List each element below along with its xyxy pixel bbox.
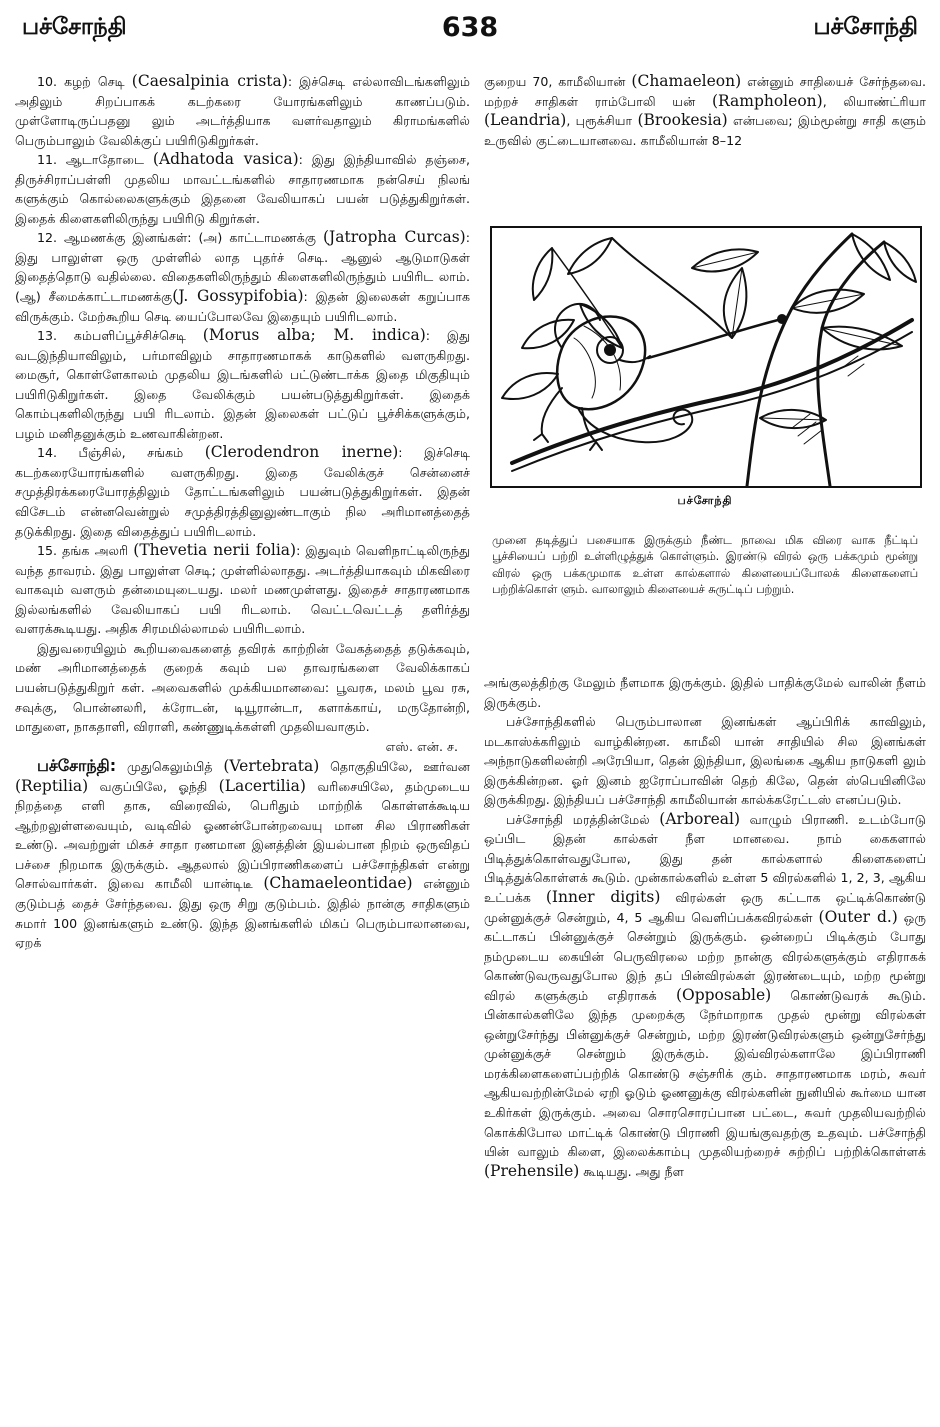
chameleon-drawing: [492, 228, 920, 486]
scientific-name: (Caesalpinia crista): [131, 72, 288, 90]
scientific-name: (Prehensile): [484, 1161, 580, 1180]
scientific-name: (Adhatoda vasica): [152, 150, 299, 169]
scientific-name: (Jatropha Curcas): [322, 228, 466, 247]
paragraph-text: 11. ஆடாதோடை: [37, 152, 153, 168]
paragraph: [15, 541, 470, 639]
scientific-name: (J. Gossypifobia): [172, 287, 304, 306]
paragraph: [484, 72, 926, 150]
scientific-name: (Inner digits): [545, 888, 661, 907]
page-header: [22, 14, 918, 54]
scientific-name: (Opposable): [675, 985, 772, 1004]
paragraph-text: கொண்டுவரக் கூடும். பின்கால்களிலே இந்த முறைக்கு நேர்மாறாக முதல் மூன்று விரல்கள் ஒன்றுசேர்ந்து பின்னுக்குச் சென்றும், மற்ற இரண்டுவிரல்களும் ஒன்றுசேர்ந்து முன்னுக்குச் சென்றும் இருக்கும். இவ்விரல்களாலே இப்பிராணி மரக்கிளைகளைப்பற்றிக் கொண்டு சஞ்சரிக் கும். சாதாரணமாக மரம், சுவர் ஆகியவற்றின்மேல் ஏறி ஓடும் ஓணனுக்கு விரல்களின் நுனியில் கூர்மை யான உகிர்கள் இருக்கும். அவை சொரசொரப்பான பட்டை, சுவர் முதலியவற்றில் கொக்கிபோல மாட்டிக் கொண்டு பிராணி இயங்குவதற்கு உதவும். பச்சோந்தி யின் வாலும் கிளை, இலைக்காம்பு முதலியற்றைச் சுற்றிப் பற்றிக்கொள்ளக்: [484, 987, 926, 1160]
paragraph: [15, 326, 470, 443]
paragraph-text: : இச்செடி எல்லாவிடங்களிலும் அதிலும் சிறப்பாகக் கடற்கரை யோரங்களிலும் காணப்படும். முள்ளோடிருப்பதனு லும் அடர்த்தியாக வளர்வதாலும் கிராமங்களில் பெரும்பாலும் வேலிக்குப் பயிரிடுகிறுர்கள்.: [15, 74, 470, 148]
figure-title: பச்சோந்தி: [677, 494, 733, 507]
paragraph: [15, 639, 470, 737]
paragraph-text: முதுகெலும்பித்: [116, 759, 224, 775]
scientific-name: (Morus alba; M. indica): [202, 326, 426, 345]
left-column: [15, 72, 470, 953]
paragraph-text: 10. கழற் செடி: [37, 74, 132, 89]
paragraph: [484, 712, 926, 810]
paragraph-text: என்னும் குடும்பத் தைச் சேர்ந்தவை. இது ஒரு சிறு குடும்பம். இதில் நான்கு சாதிகளும் சுமார் 100 இனங்களும் உண்டு. இந்த இனங்களில் மிகப் பெரும்பாலானவை, ஏறக்: [15, 876, 470, 951]
paragraph-text: : இச்செடி கடற்கரையோரங்களில் வளருகிறது. இதை வேலிக்குச் சென்னைச் சமுத்திரக்கரையோரத்திலும் தோட்டங்களிலும் பயன்படுத்துகிறுர்கள். இதன் விசேடம் என்னவென்றுல் சமுத்திரத்தினுலுண்டாகும் நில அரிமானத்தைத் தடுக்கிறது. இதை விதைத்துப் பயிரிடலாம்.: [15, 445, 470, 539]
scientific-name: (Reptilia): [15, 776, 89, 795]
scientific-name: (Chamaeleon): [631, 72, 742, 90]
paragraph-text: அங்குலத்திற்கு மேலும் நீளமாக இருக்கும். இதில் பாதிக்குமேல் வாலின் நீளம் இருக்கும்.: [484, 675, 926, 710]
paragraph-text: 12. ஆமணக்கு இனங்கள்: (அ) காட்டாமணக்கு: [37, 230, 323, 246]
paragraph-text: , புரூக்சியா: [566, 113, 638, 129]
running-head-left: பச்சோந்தி: [22, 14, 127, 40]
scientific-name: (Rampholeon): [711, 91, 823, 110]
paragraph-text: குறைய 70, காமீலியான்: [484, 74, 632, 89]
chameleon-illustration: [490, 226, 922, 488]
figure-caption: [492, 533, 918, 598]
scientific-name: (Arboreal): [659, 809, 741, 828]
figure-caption-text: முனை தடித்துப் பசையாக இருக்கும் நீண்ட நாவை மிக விரை வாக நீட்டிப் பூச்சியைப் பற்றி உள்ளிழுத்துக் கொள்ளும். இரண்டு விரல் ஒரு பக்கமும் மூன்று விரல் ஒரு பக்கமுமாக உள்ள கால்களால் கிளையைப்போலக் கிளைகளைப் பற்றிக்கொள் ளும். வாலாலும் கிளையைச் சுருட்டிப் பற்றும்.: [492, 534, 918, 596]
entry-headword: பச்சோந்தி:: [37, 756, 117, 776]
paragraph-text: என்பவை; இம்மூன்று சாதி களும் உருவில் குட்டையானவை. காமீலியான் 8–12: [484, 113, 926, 148]
paragraph-text: வாழும் பிராணி. உடம்போடு ஒப்பிட இதன் கால்கள் நீள மானவை. நாம் கைகளால் பிடித்துக்கொள்வதுபோல, இது தன் கால்களால் கிளைகளைப் பிடித்துக்கொள்ளக் கூடும். முன்கால்களில் உள்ள 5 விரல்களில் 1, 2, 3, ஆகிய உட்பக்க: [484, 811, 926, 906]
running-head-right: பச்சோந்தி: [813, 14, 918, 40]
paragraph: [484, 810, 926, 1181]
paragraph-text: விரல்கள் ஒரு கட்டாக ஒட்டிக்கொண்டு முன்னுக்குச் சென்றும், 4, 5 ஆகிய வெளிப்பக்கவிரல்கள்: [484, 890, 926, 925]
scientific-name: (Clerodendron inerne): [204, 443, 399, 462]
scientific-name: (Chamaeleontidae): [263, 874, 413, 893]
paragraph-text: இதுவரையிலும் கூறியவைகளைத் தவிரக் காற்றின் வேகத்தைத் தடுக்கவும், மண் அரிமானத்தைக் குறைக் கவும் பல தாவரங்களை வேலிக்காகப் பயன்படுத்துகிறுர் கள். அவைகளில் முக்கியமானவை: பூவரசு, மலம் பூவ ரசு, சவுக்கு, பொன்னலரி, க்ரோடன், டியூரான்டா, களாக்காய், மருதோன்றி, மாதுளை, நாகதாளி, விராளி, கண்ணுடிக்கள்ளி முதலியவாகும்.: [15, 640, 470, 735]
page-number: 638: [441, 12, 499, 43]
signature: எஸ். என். ச.: [385, 738, 458, 754]
paragraph: [484, 673, 926, 712]
scientific-name: (Lacertilia): [218, 776, 306, 795]
scientific-name: (Leandria): [484, 111, 567, 130]
paragraph-text: : இதன் இலைகள் கறுப்பாக விருக்கும். மேற்கூறிய செடி யைப்போலவே இதையும் பயிரிடலாம்.: [15, 289, 471, 324]
scientific-name: (Thevetia nerii folia): [133, 541, 297, 560]
paragraph: [15, 443, 470, 541]
scientific-name: (Outer d.): [818, 907, 898, 926]
paragraph-text: : இது இந்தியாவில் தஞ்சை, திருச்சிராப்பள்ளி முதலிய மாவட்டங்களில் சாதாரணமாக நன்செய் நிலங் களுக்கும் கொல்லைகளுக்கும் இதனை வேலியாகப் பயன் படுத்துகிறுர்கள். இதைக் கிளைகளிலிருந்து பயிரிடு கிறுர்கள்.: [15, 152, 470, 226]
right-column-bottom: [484, 673, 926, 1181]
paragraph: [15, 150, 470, 228]
paragraph: [15, 72, 470, 150]
paragraph-text: : இது பாலுள்ள ஒரு முள்ளில் லாத புதர்ச் செடி. ஆனுல் ஆடுமாடுகள் இதைத்தொடு வதில்லை. விதைகளிலிருந்தும் கிளைகளிலிருந்தும் பயிரிட லாம். (ஆ) சீமைக்காட்டாமணக்கு: [15, 230, 470, 305]
paragraph-text: தொகுதியிலே, ஊர்வன: [319, 759, 470, 775]
paragraph-text: 15. தங்க அலரி: [37, 543, 134, 559]
paragraph-text: : இதுவும் வெளிநாட்டிலிருந்து வந்த தாவரம். இது பாலுள்ள செடி; முள்ளில்லாதது. அடர்த்தியாகவும் மிகவிரை வாகவும் வளரும் தன்மையுடையது. மலர் மணமுள்ளது. இதைச் சாதாரணமாக இல்லங்களில் வேலியாகப் பயி ரிடலாம். வெட்டவெட்டத் தளிர்த்து வளரக்கூடியது. அதிக சிரமமில்லாமல் பயிரிடலாம்.: [15, 543, 470, 637]
paragraph: [15, 228, 470, 326]
paragraph-text: ஒரு கட்டாகப் பின்னுக்குச் சென்றும் இருக்கும். ஒன்றைப் பிடிக்கும் போது நம்முடைய கையின் பெருவிரலை மற்ற நான்கு விரல்களுக்கும் எதிராகக் கொண்டுவருவதுபோல இந் தப் பின்விரல்கள் இரண்டையும், மற்ற மூன்று விரல் களுக்கும் எதிராகக்: [484, 909, 926, 1003]
paragraph: [15, 756, 470, 952]
paragraph-text: பச்சோந்தி மரத்தின்மேல்: [506, 811, 660, 827]
paragraph-text: 13. கம்பளிப்பூச்சிச்செடி: [37, 328, 203, 344]
paragraph-text: , லியாண்ட்ரியா: [822, 93, 926, 109]
paragraph-text: வரிசையிலே, தம்முடைய நிறத்தை எளி தாக, விரைவில், பெரிதும் மாற்றிக் கொள்ளக்கூடிய ஆற்றலுள்ளவையும், வடிவில் ஓணன்போன்றவையு மான சில பிராணிகள் உண்டு. அவற்றுள் மிகச் சாதா ரணமான இனத்தின் இயல்பான நிறம் ஒருவிதப் பச்சை நிறமாக இருக்கும். ஆதலால் இப்பிராணிகளைப் பச்சோந்திகள் என்று சொல்வார்கள். இவை காமீலி யான்டிடீ: [15, 778, 470, 892]
paragraph-text: கூடியது. அது நீள: [579, 1163, 685, 1179]
right-column-top: [484, 72, 926, 150]
scientific-name: (Vertebrata): [223, 757, 320, 776]
scientific-name: (Brookesia): [637, 111, 728, 130]
paragraph-text: என்னும் சாதியைச் சேர்ந்தவை. மற்றச் சாதிகள் ராம்போலி யன்: [484, 74, 927, 109]
paragraph-text: வகுப்பிலே, ஓந்தி: [88, 778, 219, 794]
paragraph-text: : இது வடஇந்தியாவிலும், பர்மாவிலும் சாதாரணமாகக் காடுகளில் வளருகிறது. மைசூர், கொள்ளேகாலம் முதலிய இடங்களில் பட்டுண்டாக்க இதை மிகுதியும் பயிரிடுகிறுர்கள். இதை வேலிக்கும் பயன்படுத்துகிறுர்கள். இதைக் கொம்புகளிலிருந்து பயி ரிடலாம். இதன் இலைகள் பட்டுப் பூச்சிக்களுக்கும், பழம் மனிதனுக்கும் உணவாகின்றன.: [15, 328, 470, 441]
paragraph-text: 14. பீஞ்சில், சங்கம்: [37, 445, 205, 461]
paragraph-text: பச்சோந்திகளில் பெரும்பாலான இனங்கள் ஆப்பிரிக் காவிலும், மடகாஸ்க்கரிலும் வாழ்கின்றன. காமீலி யான் சாதியில் சில இனங்கள் அந்நாடுகளிலன்றி அரேபியா, தென் இந்தியா, இலங்கை ஆகிய நாடுகளி லும் இருக்கின்றன. ஓர் இனம் ஐரோப்பாவின் தெற் கிலே, தென் ஸ்பெயினிலே இருக்கிறது. இந்தியப் பச்சோந்தி காமீலியான் கால்க்கரேட்டஸ் எனப்படும்.: [484, 714, 926, 808]
